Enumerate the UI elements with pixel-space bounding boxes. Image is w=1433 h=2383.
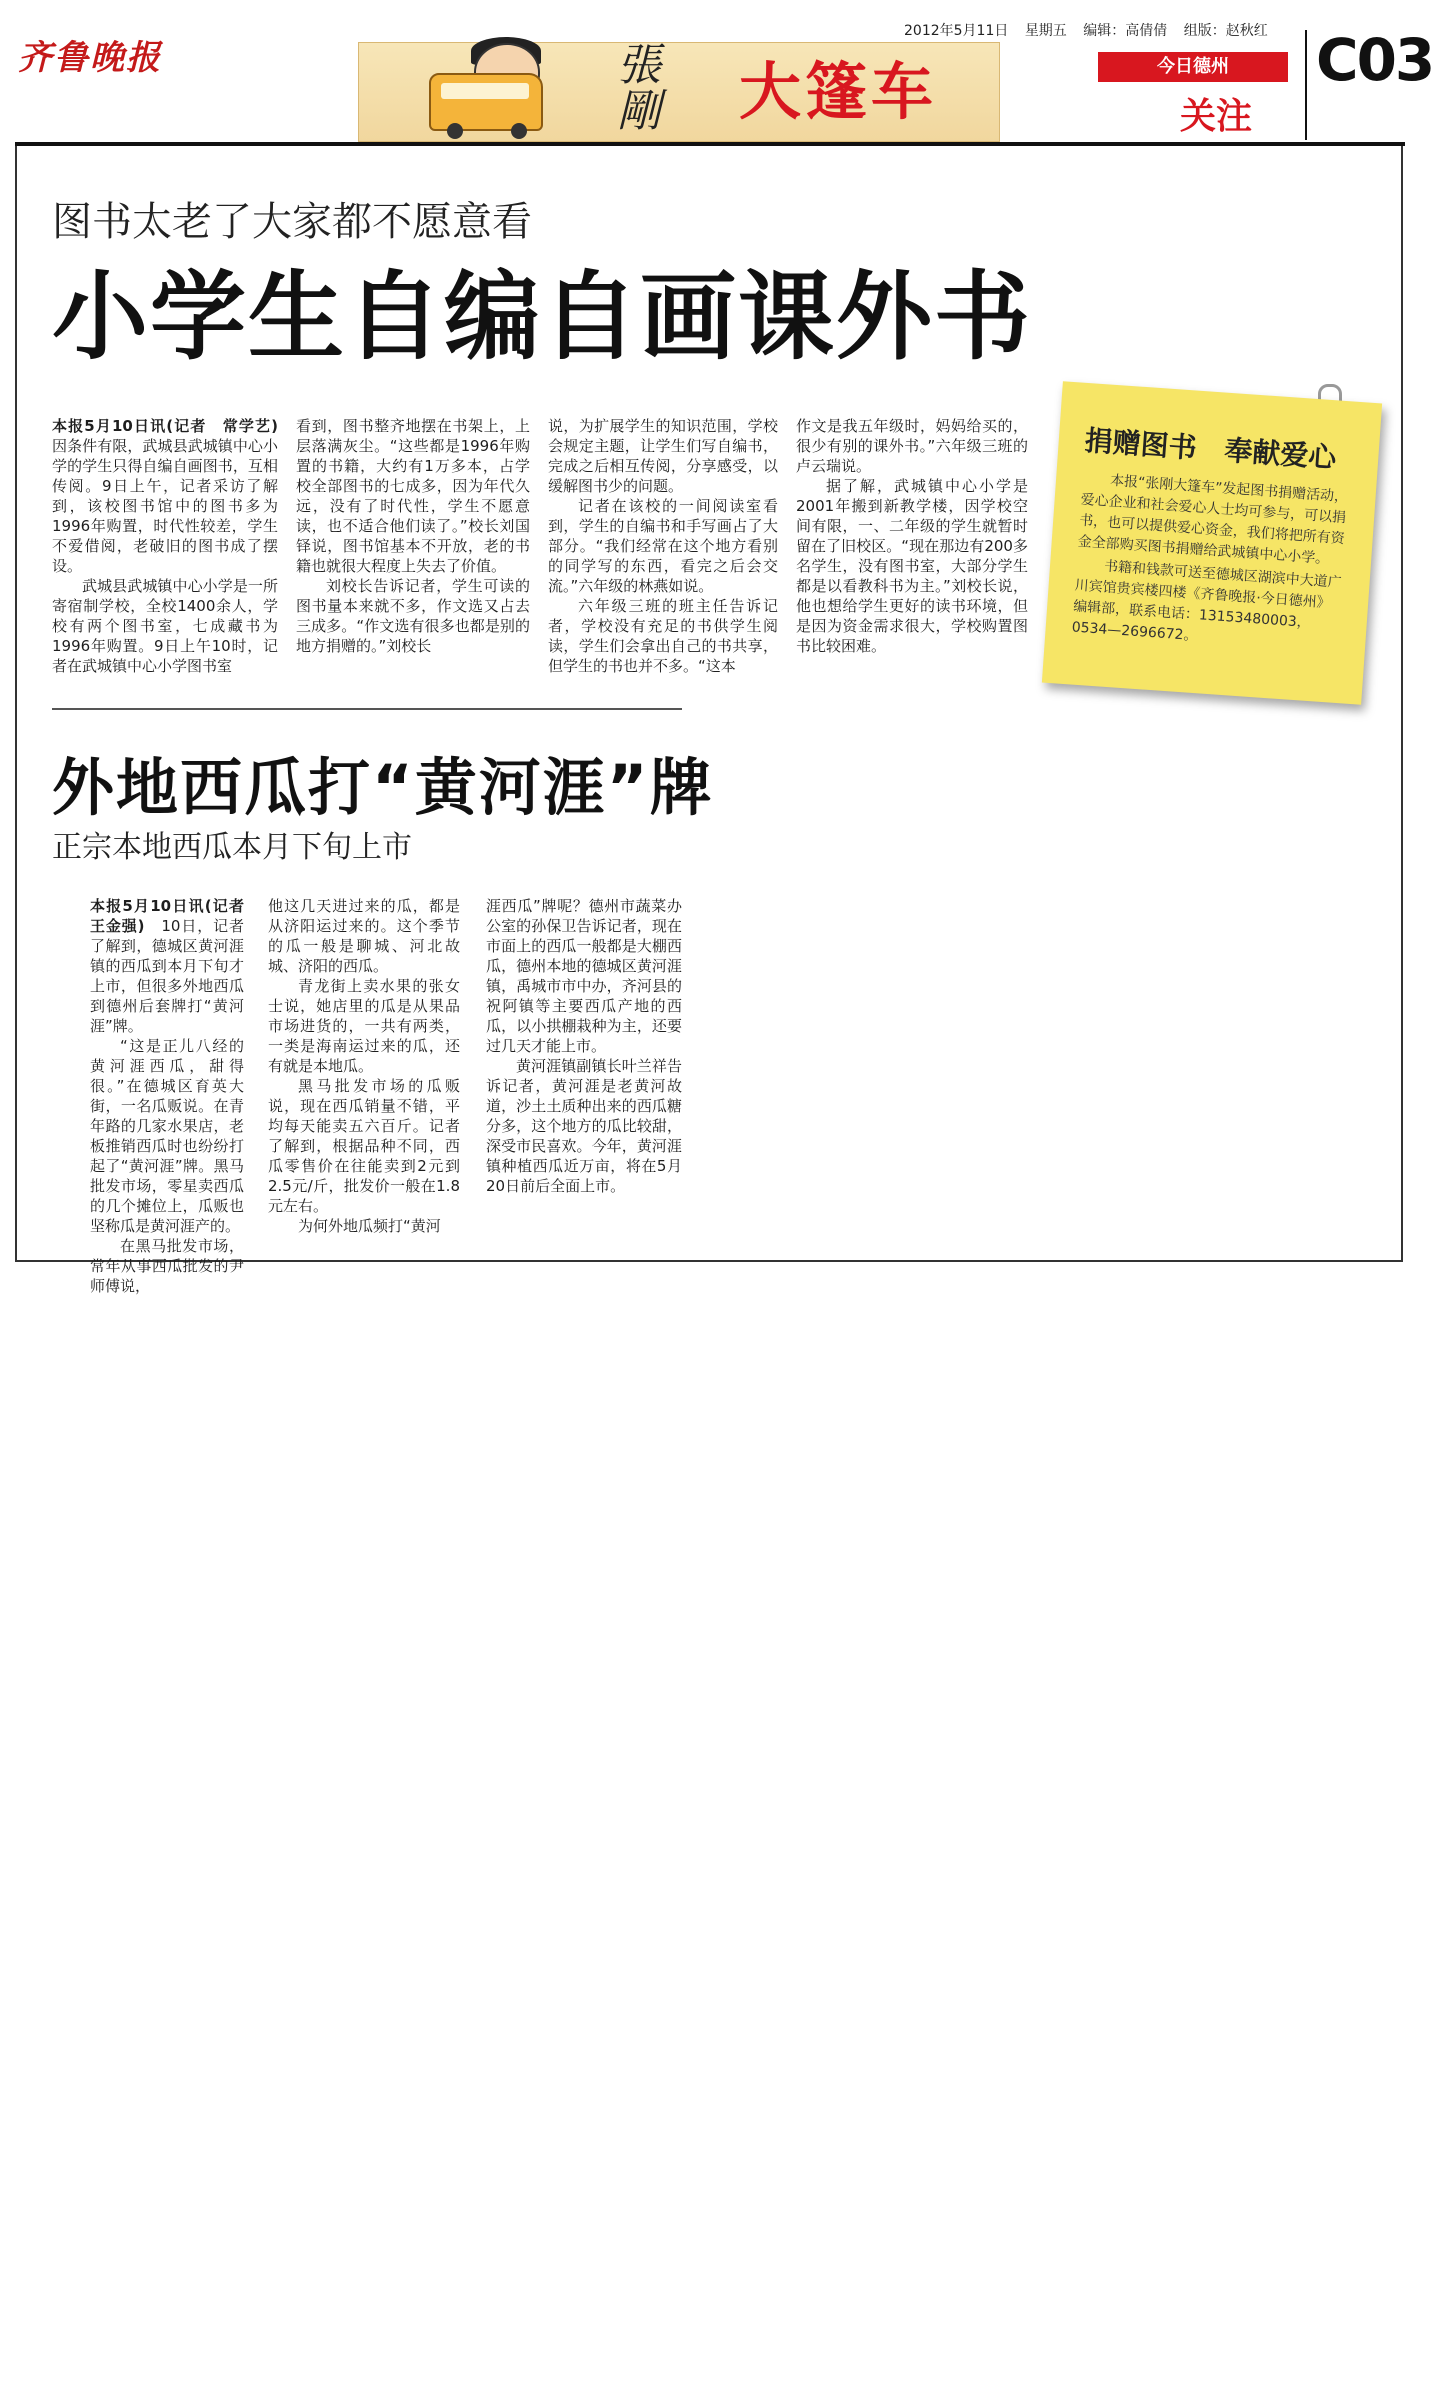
article1-paragraph: 记者在该校的一间阅读室看到，学生的自编书和手写画占了大部分。“我们经常在这个地方看别的同学写的东西，看完之后会交流。”六年级的林燕如说。 (548, 497, 778, 595)
section-label: 关注 (1180, 96, 1253, 137)
article2-subtitle: 正宗本地西瓜本月下旬上市 (52, 830, 412, 865)
article2-paragraph: 他这几天进过来的瓜，都是从济阳运过来的。这个季节的瓜一般是聊城、河北故城、济阳的西瓜。 (268, 897, 460, 975)
article2-paragraph: 黑马批发市场的瓜贩说，现在西瓜销量不错，平均每天能卖五六百斤。记者了解到，根据品种不同，西瓜零售价在往能卖到2元到2.5元/斤，批发价一般在1.8元左右。 (268, 1077, 460, 1215)
article1-paragraph: 六年级三班的班主任告诉记者，学校没有充足的书供学生阅读，学生们会拿出自己的书共享，但学生的书也并不多。“这本 (548, 597, 778, 675)
issue-weekday: 星期五 (1024, 23, 1067, 39)
article2-column-2 (268, 896, 460, 1236)
note-body (1071, 469, 1350, 659)
banner-title: 大篷车 (739, 55, 938, 128)
article-separator (52, 708, 682, 710)
article2-paragraph: 10日，记者了解到，德城区黄河涯镇的西瓜到本月下旬才上市，但很多外地西瓜到德州后套牌打“黄河涯”牌。 (90, 917, 245, 1035)
article2-headline: 外地西瓜打“黄河涯”牌 (52, 751, 714, 824)
article2-paragraph: “这是正儿八经的黄河涯西瓜，甜得很。”在德城区育英大街，一名瓜贩说。在青年路的几家水果店，老板推销西瓜时也纷纷打起了“黄河涯”牌。黑马批发市场，零星卖西瓜的几个摊位上，瓜贩也坚称瓜是黄河涯产的。 (90, 1037, 244, 1235)
note-paragraph: 本报“张刚大篷车”发起图书捐赠活动，爱心企业和社会爱心人士均可参与，可以捐书，也可以提供爱心资金，我们将把所有资金全部购买图书捐赠给武城镇中心小学。 (1077, 472, 1349, 568)
article1-column-2 (296, 416, 530, 656)
article2-paragraph: 黄河涯镇副镇长叶兰祥告诉记者，黄河涯是老黄河故道，沙土土质种出来的西瓜糖分多，这个地方的瓜比较甜，深受市民喜欢。今年，黄河涯镇种植西瓜近万亩，将在5月20日前后全面上市。 (486, 1057, 682, 1195)
page-number: C03 (1316, 26, 1433, 94)
note-paragraph: 书籍和钱款可送至德城区湖滨中大道广川宾馆贵宾楼四楼《齐鲁晚报·今日德州》编辑部，联系电话：13153480003，0534—2696672。 (1071, 558, 1343, 645)
article2-dateline: 本报5月10日讯(记者 王金强) (90, 897, 260, 935)
article2-paragraph: 青龙街上卖水果的张女士说，她店里的瓜是从果品市场进货的，一共有两类，一类是海南运过来的瓜，还有就是本地瓜。 (268, 977, 460, 1075)
issue-date: 2012年5月11日 (904, 23, 1009, 39)
editor-credit: 编辑：高倩倩 (1083, 23, 1168, 39)
article1-subtitle: 图书太老了大家都不愿意看 (52, 199, 532, 245)
newspaper-logo: 齐鲁晚报 (18, 38, 162, 78)
article2-column-3 (486, 896, 682, 1196)
donation-sticky-note (1042, 381, 1382, 705)
edition-label: 今日德州 (1098, 52, 1288, 82)
divider (1305, 30, 1307, 140)
article2-paragraph: 在黑马批发市场，常年从事西瓜批发的尹师傅说， (90, 1237, 244, 1295)
layout-credit: 组版：赵秋红 (1183, 23, 1268, 39)
article2-column-1 (90, 896, 260, 1296)
issue-meta (904, 20, 1280, 40)
article1-paragraph: 说，为扩展学生的知识范围，学校会规定主题，让学生们写自编书，完成之后相互传阅，分享感受，以缓解图书少的问题。 (548, 417, 778, 495)
column-banner (358, 42, 1000, 142)
note-title: 捐赠图书 奉献爱心 (1083, 423, 1338, 475)
article1-dateline: 本报5月10日讯(记者 常学艺) (52, 417, 278, 435)
article1-column-4 (796, 416, 1028, 656)
article1-paragraph: 武城县武城镇中心小学是一所寄宿制学校，全校1400余人，学校有两个图书室，七成藏书为1996年购置。9日上午10时，记者在武城镇中心小学图书室 (52, 577, 278, 675)
wheel-icon (447, 123, 463, 139)
bus-icon (429, 73, 543, 131)
article1-column-3 (548, 416, 778, 676)
article1-paragraph: 看到，图书整齐地摆在书架上，上层落满灰尘。“这些都是1996年购置的书籍，大约有1万多本，占学校全部图书的七成多，因为年代久远，没有了时代性，学生不愿意读，也不适合他们读了。”校长刘国铎说，图书馆基本不开放，老的书籍也就很大程度上失去了价值。 (296, 417, 530, 575)
banner-signature: 張剛 (617, 40, 661, 137)
article1-paragraph: 刘校长告诉记者，学生可读的图书量本来就不多，作文选又占去三成多。“作文选有很多也都是别的地方捐赠的。”刘校长 (296, 577, 530, 655)
article1-column-1 (52, 416, 278, 676)
article1-paragraph: 据了解，武城镇中心小学是2001年搬到新教学楼，因学校空间有限，一、二年级的学生就暂时留在了旧校区。“现在那边有200多名学生，没有图书室，大部分学生都是以看教科书为主。”刘校长说，他也想给学生更好的读书环境，但是因为资金需求很大，学校购置图书比较困难。 (796, 477, 1028, 655)
article2-paragraph: 为何外地瓜频打“黄河 (298, 1217, 441, 1235)
wheel-icon (511, 123, 527, 139)
article2-paragraph: 涯西瓜”牌呢？德州市蔬菜办公室的孙保卫告诉记者，现在市面上的西瓜一般都是大棚西瓜，德州本地的德城区黄河涯镇，禹城市市中办，齐河县的祝阿镇等主要西瓜产地的西瓜，以小拱棚栽种为主，还要过几天才能上市。 (486, 897, 682, 1055)
article1-paragraph: 因条件有限，武城县武城镇中心小学的学生只得自编自画图书，互相传阅。9日上午，记者采访了解到，该校图书馆中的图书多为1996年购置，时代性较差，学生不爱借阅，老破旧的图书成了摆设。 (52, 437, 278, 575)
article1-paragraph: 作文是我五年级时，妈妈给买的，很少有别的课外书。”六年级三班的卢云瑞说。 (796, 417, 1028, 475)
article1-headline: 小学生自编自画课外书 (52, 261, 1032, 373)
